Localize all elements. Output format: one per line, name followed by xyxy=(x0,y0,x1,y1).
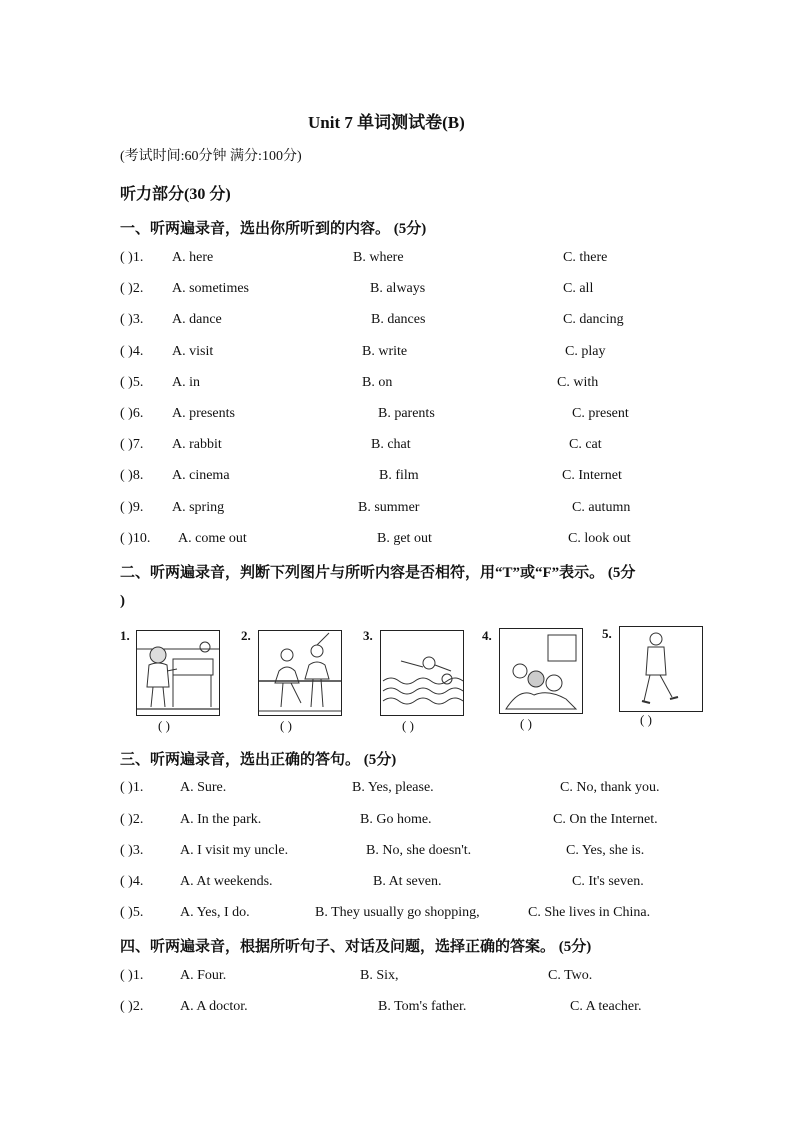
picture-1-number: 1. xyxy=(120,628,130,643)
picture-4-answer-blank[interactable]: ( ) xyxy=(520,716,532,731)
s1-q7-a: A. rabbit xyxy=(172,437,222,452)
s4-q2-c: C. A teacher. xyxy=(570,999,642,1014)
s1-q9-a: A. spring xyxy=(172,500,225,515)
s1-q9-c: C. autumn xyxy=(572,500,631,515)
s4-q1-a: A. Four. xyxy=(180,968,227,983)
s3-q4-b: B. At seven. xyxy=(373,874,442,889)
s3-q5-c: C. She lives in China. xyxy=(528,905,651,920)
picture-2-answer-blank[interactable]: ( ) xyxy=(280,718,292,733)
s1-q1-b: B. where xyxy=(353,250,404,265)
s1-q7-num: ( )7. xyxy=(120,437,144,452)
s3-q2-c: C. On the Internet. xyxy=(553,812,658,827)
s4-q2-a: A. A doctor. xyxy=(180,999,248,1014)
s4-q2-num: ( )2. xyxy=(120,999,144,1014)
s3-q5-a: A. Yes, I do. xyxy=(180,905,250,920)
swimming-scene-illustration xyxy=(381,631,463,715)
walking-boy-illustration xyxy=(620,627,702,711)
s1-q3-num: ( )3. xyxy=(120,312,144,327)
s1-q8-num: ( )8. xyxy=(120,468,144,483)
s1-q2-a: A. sometimes xyxy=(172,281,249,296)
s4-q2-b: B. Tom's father. xyxy=(378,999,467,1014)
s1-q9-num: ( )9. xyxy=(120,500,144,515)
picture-3-answer-blank[interactable]: ( ) xyxy=(402,718,414,733)
s1-q10-a: A. come out xyxy=(178,531,247,546)
s1-q8-b: B. film xyxy=(379,468,419,483)
picture-1-answer-blank[interactable]: ( ) xyxy=(158,718,170,733)
picture-3-frame xyxy=(380,630,464,716)
s3-q5-num: ( )5. xyxy=(120,905,144,920)
section2-heading: 二、听两遍录音，判断下列图片与所听内容是否相符，用“T”或“F”表示。 (5分 xyxy=(120,565,636,581)
s1-q4-a: A. visit xyxy=(172,344,214,359)
s3-q2-a: A. In the park. xyxy=(180,812,262,827)
s4-q1-num: ( )1. xyxy=(120,968,144,983)
s3-q2-b: B. Go home. xyxy=(360,812,432,827)
cinema-scene-illustration xyxy=(500,629,582,713)
s1-q5-b: B. on xyxy=(362,375,393,390)
s1-q3-c: C. dancing xyxy=(563,312,624,327)
listening-part-heading: 听力部分(30 分) xyxy=(120,186,231,203)
s1-q1-num: ( )1. xyxy=(120,250,144,265)
s3-q3-num: ( )3. xyxy=(120,843,144,858)
s1-q5-c: C. with xyxy=(557,375,599,390)
ballet-scene-illustration xyxy=(259,631,341,715)
s1-q1-a: A. here xyxy=(172,250,214,265)
section4-heading: 四、听两遍录音，根据所听句子、对话及问题，选择正确的答案。 (5分) xyxy=(120,939,592,955)
s1-q6-num: ( )6. xyxy=(120,406,144,421)
s3-q4-a: A. At weekends. xyxy=(180,874,273,889)
s1-q5-a: A. in xyxy=(172,375,200,390)
s1-q4-c: C. play xyxy=(565,344,606,359)
picture-4-frame xyxy=(499,628,583,714)
s3-q3-c: C. Yes, she is. xyxy=(566,843,645,858)
s3-q1-b: B. Yes, please. xyxy=(352,780,434,795)
s1-q10-c: C. look out xyxy=(568,531,631,546)
s3-q1-a: A. Sure. xyxy=(180,780,227,795)
s1-q6-a: A. presents xyxy=(172,406,235,421)
picture-2-number: 2. xyxy=(241,628,251,643)
s1-q7-b: B. chat xyxy=(371,437,411,452)
s3-q4-num: ( )4. xyxy=(120,874,144,889)
s3-q1-c: C. No, thank you. xyxy=(560,780,660,795)
s1-q3-b: B. dances xyxy=(371,312,426,327)
s1-q10-num: ( )10. xyxy=(120,531,151,546)
s1-q2-b: B. always xyxy=(370,281,426,296)
s1-q5-num: ( )5. xyxy=(120,375,144,390)
s1-q8-c: C. Internet xyxy=(562,468,622,483)
section1-heading: 一、听两遍录音，选出你所听到的内容。 (5分) xyxy=(120,221,427,237)
picture-3-number: 3. xyxy=(363,628,373,643)
picture-5-answer-blank[interactable]: ( ) xyxy=(640,712,652,727)
picture-4-number: 4. xyxy=(482,628,492,643)
s1-q10-b: B. get out xyxy=(377,531,432,546)
s1-q6-b: B. parents xyxy=(378,406,435,421)
picture-2-frame xyxy=(258,630,342,716)
s3-q1-num: ( )1. xyxy=(120,780,144,795)
s1-q6-c: C. present xyxy=(572,406,629,421)
s1-q8-a: A. cinema xyxy=(172,468,230,483)
page-title: Unit 7 单词测试卷(B) xyxy=(308,113,465,132)
picture-1-frame xyxy=(136,630,220,716)
s1-q7-c: C. cat xyxy=(569,437,602,452)
piano-scene-illustration xyxy=(137,631,219,715)
s3-q5-b: B. They usually go shopping, xyxy=(315,905,480,920)
s3-q3-b: B. No, she doesn't. xyxy=(366,843,472,858)
s1-q4-b: B. write xyxy=(362,344,408,359)
s4-q1-b: B. Six, xyxy=(360,968,399,983)
picture-5-frame xyxy=(619,626,703,712)
s1-q9-b: B. summer xyxy=(358,500,420,515)
s1-q1-c: C. there xyxy=(563,250,608,265)
s4-q1-c: C. Two. xyxy=(548,968,593,983)
s3-q4-c: C. It's seven. xyxy=(572,874,644,889)
s1-q3-a: A. dance xyxy=(172,312,222,327)
s1-q2-num: ( )2. xyxy=(120,281,144,296)
section2-heading-cont: ) xyxy=(120,593,125,609)
exam-info: (考试时间:60分钟 满分:100分) xyxy=(120,149,302,164)
s3-q2-num: ( )2. xyxy=(120,812,144,827)
s1-q2-c: C. all xyxy=(563,281,594,296)
s1-q4-num: ( )4. xyxy=(120,344,144,359)
picture-5-number: 5. xyxy=(602,626,612,641)
section3-heading: 三、听两遍录音，选出正确的答句。 (5分) xyxy=(120,752,397,768)
s3-q3-a: A. I visit my uncle. xyxy=(180,843,289,858)
